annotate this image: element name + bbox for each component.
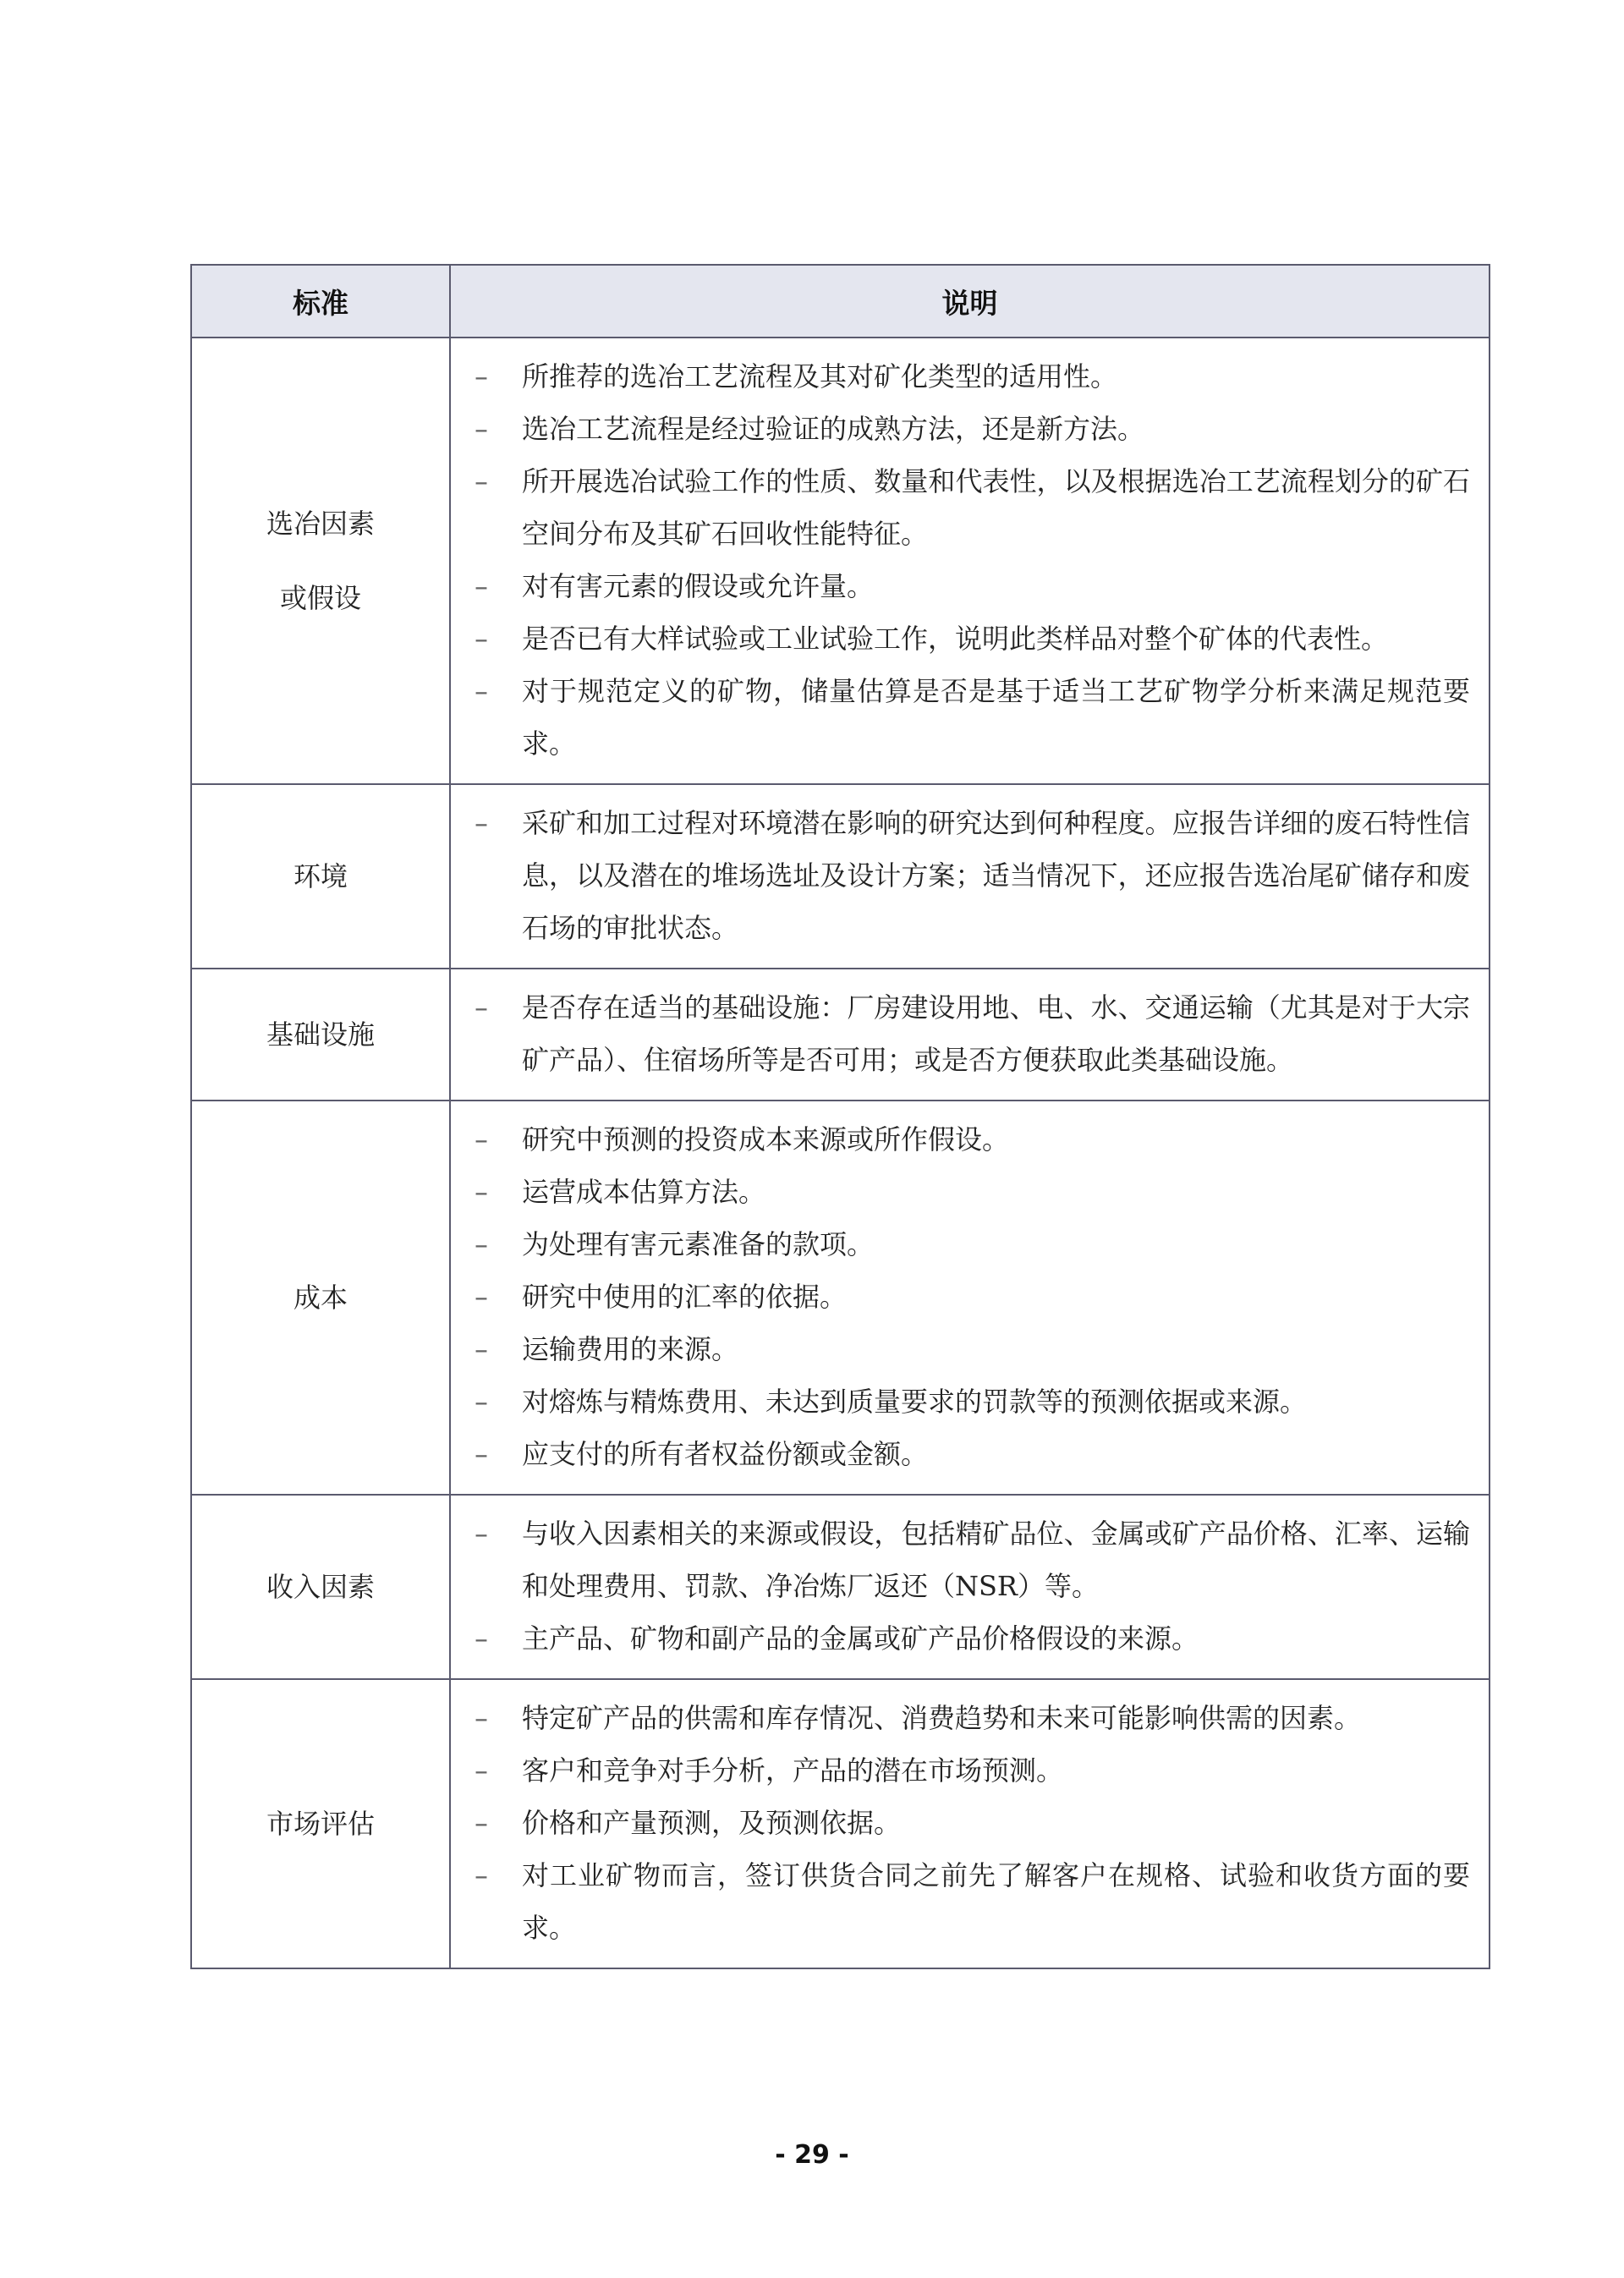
description-cell [450,1679,1490,1968]
list-item-text: 所推荐的选冶工艺流程及其对矿化类型的适用性。 [522,360,1118,392]
criterion-cell [191,338,450,784]
description-list [463,1507,1470,1665]
list-item [463,612,1470,665]
dash-bullet-icon: – [475,1333,488,1365]
table-row [191,784,1490,969]
list-item-text: 选冶工艺流程是经过验证的成熟方法，还是新方法。 [522,413,1145,445]
criterion-cell [191,969,450,1101]
table-row [191,969,1490,1101]
dash-bullet-icon: – [475,1754,488,1787]
list-item-text: 客户和竞争对手分析，产品的潜在市场预测。 [522,1754,1064,1787]
dash-bullet-icon: – [475,1438,488,1470]
criteria-table [190,264,1490,1969]
list-item [463,1323,1470,1375]
header-description: 说明 [450,265,1490,338]
description-cell [450,338,1490,784]
list-item [463,560,1470,612]
dash-bullet-icon: – [475,360,488,392]
table-row [191,1101,1490,1495]
criterion-label: 成本 [293,1282,348,1314]
list-item-text: 主产品、矿物和副产品的金属或矿产品价格假设的来源。 [522,1622,1199,1655]
table-row [191,1495,1490,1679]
list-item [463,1428,1470,1480]
description-list [463,797,1470,954]
dash-bullet-icon: – [475,1176,488,1208]
list-item-text: 运营成本估算方法。 [522,1176,766,1208]
description-cell [450,1101,1490,1495]
dash-bullet-icon: – [475,1807,488,1839]
list-item [463,1849,1470,1954]
dash-bullet-icon: – [475,1281,488,1313]
list-item [463,981,1470,1086]
list-item [463,1692,1470,1744]
list-item-text: 研究中使用的汇率的依据。 [522,1281,848,1313]
dash-bullet-icon: – [475,1622,488,1655]
criterion-label: 环境 [293,860,348,892]
table-body [191,338,1490,1968]
list-item [463,665,1470,770]
list-item-text: 为处理有害元素准备的款项。 [522,1228,875,1260]
list-item [463,403,1470,455]
list-item-text: 应支付的所有者权益份额或金额。 [522,1438,929,1470]
dash-bullet-icon: – [475,1518,488,1550]
list-item [463,1375,1470,1428]
list-item-text: 对熔炼与精炼费用、未达到质量要求的罚款等的预测依据或来源。 [522,1386,1308,1418]
list-item-text: 对于规范定义的矿物，储量估算是否是基于适当工艺矿物学分析来满足规范要求。 [522,675,1470,760]
list-item-text: 对工业矿物而言，签订供货合同之前先了解客户在规格、试验和收货方面的要求。 [522,1859,1470,1944]
criterion-cell [191,1495,450,1679]
page-number: - 29 - [775,2140,849,2170]
criterion-cell [191,1101,450,1495]
list-item [463,455,1470,560]
description-cell [450,969,1490,1101]
list-item [463,1218,1470,1271]
list-item [463,1797,1470,1849]
criterion-cell [191,784,450,969]
dash-bullet-icon: – [475,1702,488,1734]
list-item-text: 特定矿产品的供需和库存情况、消费趋势和未来可能影响供需的因素。 [522,1702,1362,1734]
list-item [463,350,1470,403]
dash-bullet-icon: – [475,1859,488,1891]
description-list [463,350,1470,770]
criterion-label: 收入因素 [266,1571,375,1603]
table-row [191,1679,1490,1968]
dash-bullet-icon: – [475,807,488,839]
list-item [463,1744,1470,1797]
list-item [463,1507,1470,1612]
criterion-label: 选冶因素 [266,508,375,540]
list-item-text: 运输费用的来源。 [522,1333,739,1365]
description-cell [450,1495,1490,1679]
list-item [463,1113,1470,1166]
list-item-text: 价格和产量预测，及预测依据。 [522,1807,902,1839]
list-item-text: 所开展选冶试验工作的性质、数量和代表性，以及根据选冶工艺流程划分的矿石空间分布及其矿石回收性能特征。 [522,465,1470,550]
criterion-label: 市场评估 [266,1808,375,1840]
description-list [463,981,1470,1086]
list-item-text: 研究中预测的投资成本来源或所作假设。 [522,1123,1010,1155]
list-item-text: 是否已有大样试验或工业试验工作，说明此类样品对整个矿体的代表性。 [522,623,1389,655]
list-item [463,797,1470,954]
list-item [463,1166,1470,1218]
dash-bullet-icon: – [475,623,488,655]
header-criterion: 标准 [191,265,450,338]
list-item-text: 与收入因素相关的来源或假设，包括精矿品位、金属或矿产品价格、汇率、运输和处理费用、罚款、净冶炼厂返还（NSR）等。 [522,1518,1470,1602]
dash-bullet-icon: – [475,675,488,707]
dash-bullet-icon: – [475,1123,488,1155]
list-item-text: 对有害元素的假设或允许量。 [522,570,875,602]
dash-bullet-icon: – [475,570,488,602]
criterion-label: 基础设施 [266,1018,375,1051]
list-item [463,1271,1470,1323]
dash-bullet-icon: – [475,1228,488,1260]
dash-bullet-icon: – [475,413,488,445]
description-cell [450,784,1490,969]
criterion-cell [191,1679,450,1968]
list-item-text: 采矿和加工过程对环境潜在影响的研究达到何种程度。应报告详细的废石特性信息，以及潜在的堆场选址及设计方案；适当情况下，还应报告选冶尾矿储存和废石场的审批状态。 [522,807,1470,944]
list-item [463,1612,1470,1665]
description-list [463,1113,1470,1480]
dash-bullet-icon: – [475,1386,488,1418]
dash-bullet-icon: – [475,991,488,1024]
list-item-text: 是否存在适当的基础设施：厂房建设用地、电、水、交通运输（尤其是对于大宗矿产品）、住宿场所等是否可用；或是否方便获取此类基础设施。 [522,991,1470,1076]
table-row [191,338,1490,784]
dash-bullet-icon: – [475,465,488,497]
criterion-label: 或假设 [279,582,361,614]
table-header-row [191,265,1490,338]
description-list [463,1692,1470,1954]
